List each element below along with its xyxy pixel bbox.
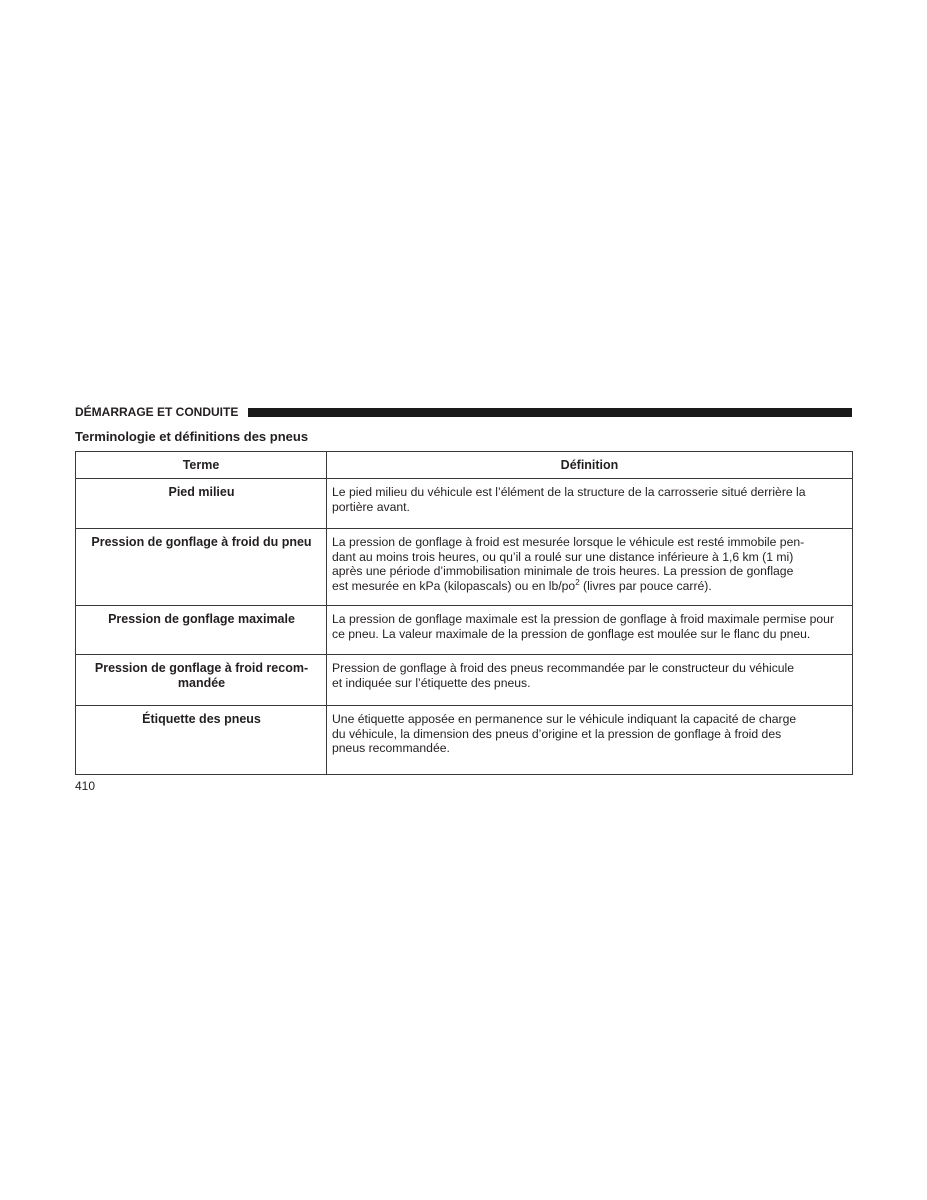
definition-cell [327,529,853,606]
table-row [76,655,853,706]
term-line: Étiquette des pneus [142,712,261,726]
definition-line: Pression de gonflage à froid des pneus recommandée par le constructeur du véhicule [332,661,795,675]
definition-line: après une période d’immobilisation minimale de trois heures. La pression de gonflage [332,564,794,578]
term-cell [76,655,327,706]
superscript-exponent: 2 [575,577,580,587]
term-line: Pression de gonflage à froid du pneu [91,535,312,549]
tire-terminology-table [75,451,853,775]
term-line: Pression de gonflage à froid recom- [94,661,309,675]
definition-cell [327,655,853,706]
term-line: Pied milieu [168,485,235,499]
definition-line: Une étiquette apposée en permanence sur le véhicule indiquant la capacité de charge [332,712,797,726]
term-line: Pression de gonflage maximale [108,612,295,626]
term-cell [76,529,327,606]
term-line: mandée [177,675,226,690]
definition-cell [327,706,853,775]
term-cell [76,606,327,655]
table-row [76,529,853,606]
definition-line: Le pied milieu du véhicule est l’élément de la structure de la carrosserie situé derrière la [332,485,806,499]
definition-line: du véhicule, la dimension des pneus d’origine et la pression de gonflage à froid des [332,726,782,741]
table-row [76,606,853,655]
definition-cell [327,479,853,529]
column-header-definition: Définition [327,452,853,479]
definition-text-tail: (livres par pouce carré). [579,578,712,593]
definition-text: est mesurée en kPa (kilopascals) ou en lb/po [332,578,576,593]
table-header-row [76,452,853,479]
table-row [76,479,853,529]
column-header-term: Terme [76,452,327,479]
section-rule-bar [248,408,852,417]
definition-line: et indiquée sur l’étiquette des pneus. [332,675,531,690]
section-title: DÉMARRAGE ET CONDUITE [75,405,239,419]
definition-line: pneus recommandée. [332,741,450,755]
definition-line: ce pneu. La valeur maximale de la pression de gonflage est moulée sur le flanc du pneu. [332,626,811,641]
definition-cell [327,606,853,655]
definition-line [332,579,848,596]
definition-line: portière avant. [332,499,410,514]
term-cell [76,479,327,529]
table-heading: Terminologie et définitions des pneus [75,429,309,444]
definition-line: La pression de gonflage maximale est la pression de gonflage à froid maximale permise pour [332,612,834,626]
definition-line: La pression de gonflage à froid est mesurée lorsque le véhicule est resté immobile pen- [332,535,805,549]
table-row [76,706,853,775]
term-cell [76,706,327,775]
definition-line: dant au moins trois heures, ou qu’il a roulé sur une distance inférieure à 1,6 km (1 mi) [332,549,794,564]
page-number: 410 [75,779,96,793]
